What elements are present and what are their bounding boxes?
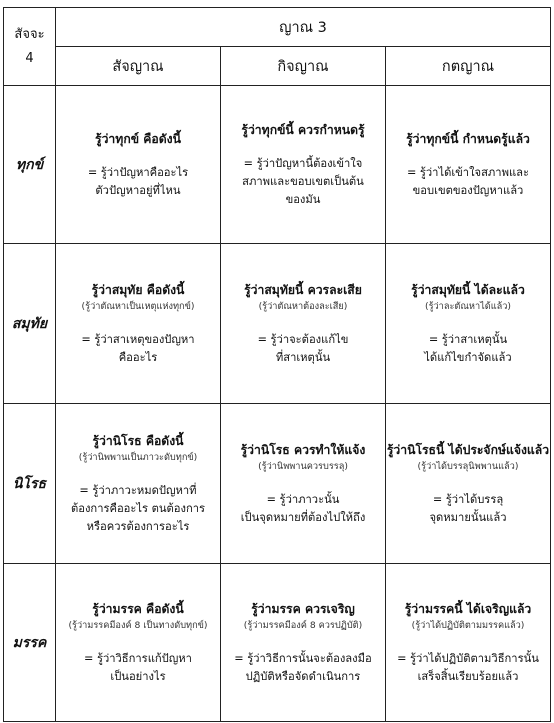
- cell-note: (รู้ว่าตัณหาต้องละเสีย): [258, 300, 348, 312]
- cell-meaning: [221, 155, 385, 209]
- cell-meaning: [221, 331, 385, 367]
- stage-header-kata: กตญาณ: [386, 47, 551, 86]
- meaning-line: ขอบเขตของปัญหาแล้ว: [412, 183, 524, 197]
- meaning-line: สภาพและขอบเขตเป็นต้น: [242, 174, 364, 188]
- cell-magga-sacca: [56, 564, 221, 722]
- cell-meaning: [386, 491, 550, 527]
- cell-heading: รู้ว่ามรรค ควรเจริญ: [251, 601, 355, 616]
- row-label-nirodha: นิโรธ: [4, 404, 56, 564]
- meaning-line: = รู้ว่าจะต้องแก้ไข: [257, 332, 349, 346]
- meaning-line: = รู้ว่าสาเหตุนั้น: [428, 332, 508, 346]
- meaning-line: = รู้ว่าวิธีการนั้นจะต้องลงมือ: [234, 651, 372, 665]
- meaning-line: ได้แก้ไขกำจัดแล้ว: [424, 350, 512, 364]
- cell-note: (รู้ว่าตัณหาเป็นเหตุแห่งทุกข์): [81, 300, 195, 312]
- row-samudaya: [4, 244, 551, 404]
- cell-dukkha-kata: [386, 86, 551, 244]
- row-dukkha: [4, 86, 551, 244]
- meaning-line: เสร็จสิ้นเรียบร้อยแล้ว: [417, 669, 519, 683]
- cell-nirodha-kicca: [221, 404, 386, 564]
- knowledge-group-header: ญาณ 3: [56, 8, 551, 47]
- cell-meaning: [221, 491, 385, 527]
- cell-meaning: [386, 331, 550, 367]
- cell-heading: รู้ว่าทุกข์ คือดังนี้: [95, 131, 181, 146]
- meaning-line: = รู้ว่าปัญหาคืออะไร: [87, 165, 189, 179]
- cell-nirodha-sacca: [56, 404, 221, 564]
- cell-samudaya-kicca: [221, 244, 386, 404]
- cell-meaning: [56, 164, 220, 200]
- meaning-line: = รู้ว่าสาเหตุของปัญหา: [81, 332, 195, 346]
- cell-note: (รู้ว่ามรรคมีองค์ 8 เป็นทางดับทุกข์): [68, 619, 208, 631]
- meaning-line: = รู้ว่าได้บรรลุ: [432, 492, 504, 506]
- cell-note: (รู้ว่านิพพานเป็นภาวะดับทุกข์): [78, 451, 198, 463]
- cell-meaning: [386, 650, 550, 686]
- meaning-line: เป็นจุดหมายที่ต้องไปให้ถึง: [240, 510, 366, 524]
- stage-header-kicca: กิจญาณ: [221, 47, 386, 86]
- cell-dukkha-kicca: [221, 86, 386, 244]
- meaning-line: เป็นอย่างไร: [110, 669, 166, 683]
- meaning-line: หรือควรต้องการอะไร: [86, 519, 190, 533]
- meaning-line: ที่สาเหตุนั้น: [275, 350, 331, 364]
- cell-heading: รู้ว่าสมุทัย คือดังนี้: [91, 282, 185, 297]
- meaning-line: ตัวปัญหาอยู่ที่ไหน: [95, 183, 181, 197]
- cell-meaning: [221, 650, 385, 686]
- meaning-line: ปฏิบัติหรือจัดดำเนินการ: [245, 669, 361, 683]
- cell-meaning: [56, 650, 220, 686]
- stage-header-sacca: สัจญาณ: [56, 47, 221, 86]
- meaning-line: ต้องการคืออะไร ตนต้องการ: [70, 501, 206, 515]
- cell-note: (รู้ว่ามรรคมีองค์ 8 ควรปฏิบัติ): [243, 619, 363, 631]
- cell-heading: รู้ว่านิโรธนี้ ได้ประจักษ์แจ้งแล้ว: [386, 442, 550, 457]
- meaning-line: = รู้ว่าได้เข้าใจสภาพและ: [406, 165, 530, 179]
- cell-nirodha-kata: [386, 404, 551, 564]
- cell-heading: รู้ว่าทุกข์นี้ ควรกำหนดรู้: [241, 122, 365, 137]
- cell-note: (รู้ว่าได้บรรลุนิพพานแล้ว): [417, 460, 519, 472]
- row-label-samudaya: สมุทัย: [4, 244, 56, 404]
- cell-samudaya-kata: [386, 244, 551, 404]
- cell-note: (รู้ว่านิพพานควรบรรลุ): [258, 460, 348, 472]
- cell-meaning: [56, 482, 220, 536]
- cell-meaning: [386, 164, 550, 200]
- row-label-magga: มรรค: [4, 564, 56, 722]
- meaning-line: = รู้ว่าภาวะนั้น: [266, 492, 340, 506]
- row-magga: [4, 564, 551, 722]
- meaning-line: ของมัน: [285, 192, 321, 206]
- cell-magga-kicca: [221, 564, 386, 722]
- cell-heading: รู้ว่าสมุทัยนี้ ได้ละแล้ว: [411, 282, 525, 297]
- truth-header-count: 4: [25, 50, 34, 66]
- cell-meaning: [56, 331, 220, 367]
- cell-heading: รู้ว่านิโรธ ควรทำให้แจ้ง: [240, 442, 366, 457]
- meaning-line: = รู้ว่าวิธีการแก้ปัญหา: [84, 651, 192, 665]
- meaning-line: คืออะไร: [118, 350, 158, 364]
- row-nirodha: [4, 404, 551, 564]
- cell-magga-kata: [386, 564, 551, 722]
- cell-heading: รู้ว่านิโรธ คือดังนี้: [92, 433, 184, 448]
- row-label-dukkha: ทุกข์: [4, 86, 56, 244]
- four-truths-table: [3, 7, 551, 722]
- meaning-line: จุดหมายนั้นแล้ว: [429, 510, 507, 524]
- cell-note: (รู้ว่าละตัณหาได้แล้ว): [425, 300, 511, 312]
- meaning-line: = รู้ว่าได้ปฏิบัติตามวิธีการนั้น: [397, 651, 539, 665]
- meaning-line: = รู้ว่าภาวะหมดปัญหาที่: [79, 483, 197, 497]
- meaning-line: = รู้ว่าปัญหานี้ต้องเข้าใจ: [243, 156, 363, 170]
- cell-heading: รู้ว่ามรรค คือดังนี้: [92, 601, 184, 616]
- header-row-group: [4, 8, 551, 47]
- truth-header-label: สัจจะ: [14, 26, 45, 42]
- truth-column-header: [4, 8, 56, 86]
- cell-heading: รู้ว่าสมุทัยนี้ ควรละเสีย: [244, 282, 362, 297]
- cell-dukkha-sacca: [56, 86, 221, 244]
- cell-heading: รู้ว่ามรรคนี้ ได้เจริญแล้ว: [404, 601, 532, 616]
- header-row-stages: [4, 47, 551, 86]
- cell-heading: รู้ว่าทุกข์นี้ กำหนดรู้แล้ว: [406, 131, 530, 146]
- cell-samudaya-sacca: [56, 244, 221, 404]
- cell-note: (รู้ว่าได้ปฏิบัติตามมรรคแล้ว): [411, 619, 525, 631]
